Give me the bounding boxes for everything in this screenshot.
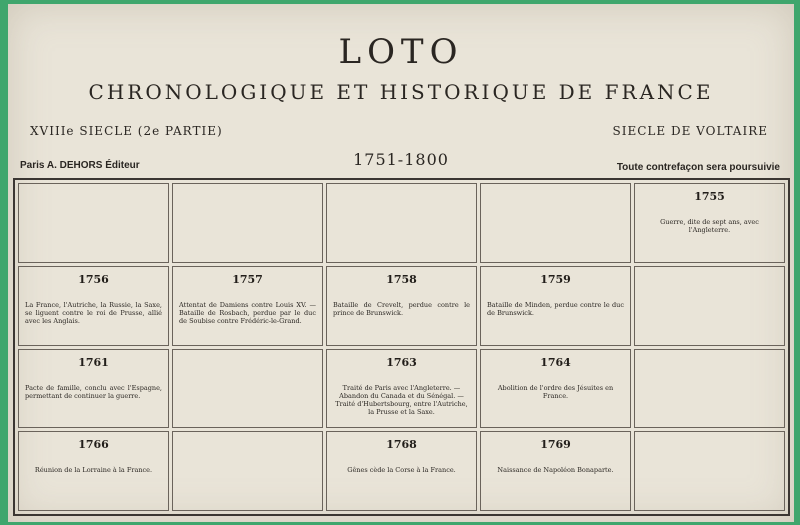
grid-cell — [326, 266, 477, 346]
grid-cell — [326, 431, 477, 511]
editor-label: Paris A. DEHORS Éditeur — [20, 160, 140, 171]
grid-cell — [172, 183, 323, 263]
grid-cell — [326, 183, 477, 263]
grid-cell — [326, 349, 477, 429]
grid-cell — [480, 431, 631, 511]
cell-event: Naissance de Napoléon Bonaparte. — [497, 466, 614, 475]
cell-event: Attentat de Damiens contre Louis XV. — Bataille de Rosbach, perdue par le duc de Soubise contre Frédéric-le-Grand. — [179, 300, 316, 325]
copyright-notice: Toute contrefaçon sera poursuivie — [616, 162, 780, 173]
grid-cell — [18, 349, 169, 429]
cell-event: Abolition de l'ordre des Jésuites en France. — [497, 383, 614, 400]
grid-cell — [480, 266, 631, 346]
cell-event: La France, l'Autriche, la Russie, la Saxe, se liguent contre le roi de Prusse, allié avec les Anglais. — [25, 300, 162, 325]
century-label: XVIIIe SIECLE (2e PARTIE) — [30, 124, 223, 138]
grid-cell — [172, 349, 323, 429]
cell-year: 1764 — [540, 355, 571, 369]
cell-event: Bataille de Minden, perdue contre le duc de Brunswick. — [487, 300, 624, 317]
cell-year: 1755 — [694, 190, 725, 203]
event-grid — [13, 178, 790, 516]
cell-year: 1759 — [540, 272, 571, 286]
grid-cell — [634, 266, 785, 346]
grid-cell — [634, 431, 785, 511]
cell-year: 1766 — [78, 438, 109, 452]
grid-cell — [172, 431, 323, 511]
cell-year: 1761 — [78, 355, 109, 369]
grid-cell — [480, 349, 631, 429]
cell-year: 1756 — [78, 272, 109, 286]
card-title: LOTO — [338, 32, 464, 72]
grid-cell — [18, 183, 169, 263]
cell-year: 1769 — [540, 438, 571, 452]
cell-event: Pacte de famille, conclu avec l'Espagne, permettant de continuer la guerre. — [25, 383, 162, 400]
cell-event: Gênes cède la Corse à la France. — [347, 466, 456, 475]
grid-cell — [18, 266, 169, 346]
grid-cell — [18, 431, 169, 511]
cell-year: 1768 — [386, 438, 417, 452]
cell-year: 1757 — [232, 272, 263, 286]
grid-cell — [634, 349, 785, 429]
cell-event: Bataille de Crevelt, perdue contre le prince de Brunswick. — [333, 300, 470, 317]
cell-year: 1763 — [386, 355, 417, 369]
grid-cell — [480, 183, 631, 263]
cell-event: Réunion de la Lorraine à la France. — [34, 466, 153, 475]
cell-event: Guerre, dite de sept ans, avec l'Angleterre. — [660, 218, 759, 234]
epoch-label: SIECLE DE VOLTAIRE — [612, 124, 768, 138]
grid-cell — [634, 183, 785, 263]
year-range: 1751-1800 — [353, 150, 449, 169]
loto-card — [8, 4, 794, 522]
grid-cell — [172, 266, 323, 346]
card-subtitle: CHRONOLOGIQUE ET HISTORIQUE DE FRANCE — [88, 80, 714, 104]
cell-year: 1758 — [386, 272, 417, 286]
cell-event: Traité de Paris avec l'Angleterre. — Abandon du Canada et du Sénégal. — Traité d'Hubertsbourg, entre l'Autriche, la Prusse et la Saxe. — [335, 383, 468, 416]
